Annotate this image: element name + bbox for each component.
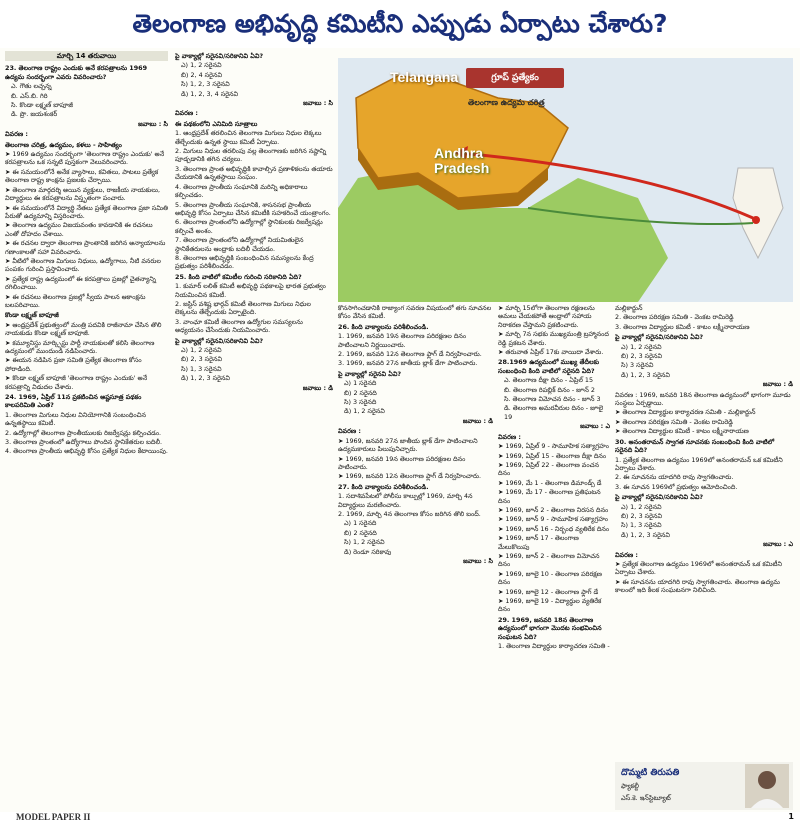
option: ఎ) 1, 2 సరైనవి xyxy=(621,502,662,511)
bullet: ➤ కొండా లక్ష్మణ్ బాపూజీ 'తెలంగాణ రాష్ట్రం ఎందుకు' అనే కరపత్రాన్ని విడుదల చేశారు. xyxy=(5,374,148,391)
statement: 1. తెలంగాణ విద్యార్థుల కార్యాచరణ సమితి - xyxy=(498,642,610,651)
bullet: ➤ తెలంగాణ పరిరక్షణ సమితి - వెంకట రామిరెడ్డి xyxy=(615,417,733,426)
option: బి. తెలంగాణ రిపబ్లిక్ దినం - జూన్ 2 xyxy=(504,385,595,394)
statement: 3. 1969, జనవరి 27న జాతీయ బ్లాక్ డేగా పాటించారు. xyxy=(338,359,478,368)
bullet: ➤ ఈ రచనలు తెలంగాణ ప్రజల్లో స్వీయ పాలన ఆకాంక్షను బలపరిచాయి. xyxy=(5,292,146,309)
point: 4. తెలంగాణ ప్రాంతీయ సంఘానికి మరిన్ని అధికారాలు కల్పించడం. xyxy=(175,182,308,200)
statement: 2. ఈ సూచనను యాదగిరి రావు స్వాగతించారు. xyxy=(615,473,734,482)
option: డి) 1, 2, 3, 4 సరైనవి xyxy=(181,89,239,98)
option: సి. కొండా లక్ష్మణ్ బాపూజీ xyxy=(11,101,73,110)
label-andhra: Andhra Pradesh xyxy=(434,145,490,176)
option: సి) 3 సరైనది xyxy=(344,398,377,407)
statement: 1. 1969, జనవరి 19న తెలంగాణ పరిరక్షణల దినం పాటించాలని నిర్ణయించారు. xyxy=(338,332,467,349)
point: 1. ఆంధ్రప్రదేశ్ తరలించిన తెలంగాణ మిగులు నిధుల లెక్కలు తేల్చేందుకు ఉన్నత స్థాయి కమిటీ ఏర్పాటు. xyxy=(175,129,322,146)
answer: జవాబు : డి xyxy=(462,416,493,425)
label-telangana: Telangana xyxy=(390,69,459,85)
avatar xyxy=(745,764,789,808)
page-headline: తెలంగాణ అభివృద్ధి కమిటీని ఎప్పుడు ఏర్పాటు చేశారు? xyxy=(0,0,800,48)
option: ఎ. తెలంగాణ దీక్షా దినం - ఏప్రిల్ 15 xyxy=(504,376,594,385)
question-28: 28.1969 ఉద్యమంలో ముఖ్య తేదీలకు సంబంధించి కింది వాటిలో సరైనది ఏది? xyxy=(498,358,600,375)
timeline-item: ➤ 1969, జూన్ 16 - నిర్బంధ వ్యతిరేక దినం xyxy=(498,524,610,533)
timeline-item: ➤ 1969, ఏప్రిల్ 15 - తెలంగాణ దీక్షా దినం xyxy=(498,451,607,460)
statement: 2. తెలంగాణ పరిరక్షణ సమితి - వెంకట రామిరెడ్డి xyxy=(615,313,734,322)
option: డి) 1, 2, 3 సరైనవి xyxy=(621,370,670,379)
statement: 3. వాంఛూ కమిటీ తెలంగాణ ఉద్యోగుల సమస్యలను అధ్యయనం చేసేందుకు నియమించారు. xyxy=(175,317,303,335)
column-3 xyxy=(338,304,493,810)
bullet: ➤ మార్చి 15లోగా తెలంగాణ రక్షణలను అమలు చేయకపోతే ఆంధ్రాలో సహాయ నిరాకరణ చేస్తామని ప్రకటించారు. xyxy=(498,304,595,329)
author-affiliation: ఎస్.కె. ఇన్‌స్టిట్యూట్ xyxy=(621,794,671,802)
question-head: పై వాక్యాల్లో సరైనవి/సరికానివి ఏవి? xyxy=(615,333,704,342)
bullet: ➤ ప్రత్యేక తెలంగాణ ఉద్యమం 1969లో అనంతరామన్ ఒక కమిటీని ఏర్పాటు చేశారు. xyxy=(615,559,782,577)
explain-label: వివరణ : xyxy=(338,427,361,436)
question-head: పై వాక్యాల్లో సరైనవి/సరికానివి ఏవి? xyxy=(175,52,264,60)
answer: జవాబు : సి xyxy=(138,119,168,128)
bullet: ➤ 1969, జనవరి 12న తెలంగాణ ఫ్లాగ్ డే నిర్వహించారు. xyxy=(338,472,481,481)
person-icon xyxy=(745,764,789,808)
article-body xyxy=(5,50,795,812)
statement: 2. 1969, జనవరి 12న తెలంగాణ ఫ్లాగ్ డే నిర్వహించారు. xyxy=(338,350,482,359)
option: ఎ) 1, 2 సరైనవి xyxy=(181,346,222,354)
timeline-item: ➤ 1969, జూన్ 17 - తెలంగాణ మేలుకొలుపు xyxy=(498,534,579,551)
statement: 1. ప్రత్యేక తెలంగాణ ఉద్యమం 1969లో అనంతరామన్ ఒక కమిటీని ఏర్పాటు చేశారు. xyxy=(615,455,783,472)
question-30: 30. అనంతరామన్ స్వాగత సూచనకు సంబంధించి కింది వాటిలో సరైనది ఏది? xyxy=(615,437,775,455)
option: సి) 1, 2 సరైనవి xyxy=(344,538,385,547)
option: బి) 2 సరైనది xyxy=(344,528,377,537)
timeline-item: ➤ 1969, జూన్ 2 - తెలంగాణ విమోచన దినం xyxy=(498,551,600,569)
question-23: 23. తెలంగాణ రాష్ట్రం ఎందుకు అనే కరపత్రాలను 1969 ఉద్యమ సందర్భంగా ఎవరు వివరించారు? xyxy=(5,64,148,81)
bullet: ➤ ఈ సూచనను యాదగిరి రావు స్వాగతించారు. తెలంగాణ ఉద్యమ కాలంలో ఇది కీలక సంఘటనగా నిలిచింది. xyxy=(615,577,780,595)
bullet: ➤ తరువాత ఏప్రిల్ 17కు వాయిదా వేశారు. xyxy=(498,348,604,357)
option: బి. ఎస్.బి. గిరి xyxy=(11,91,48,100)
statement: 2. జస్టిస్ వశిష్ట భార్గవ్ కమిటీ తెలంగాణ మిగులు నిధుల లెక్కలను తేల్చేందుకు ఏర్పాటైంది. xyxy=(175,299,311,317)
question-head-2: పై వాక్యాల్లో సరైనవి/సరికానివి ఏవి? xyxy=(175,336,264,345)
statement: 2. 1969, మార్చి 4న తెలంగాణ కోసం జరిగిన తొలి బంద్. xyxy=(338,509,481,518)
answer: జవాబు : డి xyxy=(762,380,793,389)
bullet: ➤ ఆంధ్రప్రదేశ్ ప్రభుత్వంలో మంత్రి పదవికి రాజీనామా చేసిన తొలి నాయకుడు కొండా లక్ష్మణ్ బాపూజీ. xyxy=(5,320,162,338)
option: సి) 1, 3 సరైనవి xyxy=(621,521,662,530)
statement: 1. తెలంగాణ మిగులు నిధుల వినియోగానికి సంబంధించిన ఉన్నతస్థాయి కమిటీ. xyxy=(5,410,147,428)
option: డి) రెండూ సరికావు xyxy=(344,547,392,556)
option: సి. తెలంగాణ విమోచన దినం - జూన్ 3 xyxy=(504,395,601,404)
question-29: 29. 1969, జనవరి 18న తెలంగాణ ఉద్యమంలో భాగంగా మొదట సంభవించిన సంఘటన ఏది? xyxy=(498,615,602,641)
question-25: 25. కింది వాటిలో కమిటీల గురించి సరికానిది ఏది? xyxy=(175,272,302,281)
bullet: ➤ తెలంగాణ ఉద్యమం విజయవంతం కావడానికి ఈ రచనలు ఎంతో దోహదం చేశాయి. xyxy=(5,221,153,238)
question-24: 24. 1969, ఏప్రిల్ 11న ప్రకటించిన అష్టసూత్ర పథకం కాలపరిమితి ఎంత? xyxy=(5,393,142,410)
statement: 4. తెలంగాణ ప్రాంతీయ అభివృద్ధి కోసం ప్రత్యేక నిధుల కేటాయింపు. xyxy=(5,447,168,456)
timeline-item: ➤ 1969, జూన్ 2 - తెలంగాణ నిరసన దినం xyxy=(498,505,609,514)
bullet: ➤ వీటిలో తెలంగాణ మిగులు నిధులు, ఉద్యోగాలు, నీటి వనరుల పంపకం గురించి ప్రస్తావించారు. xyxy=(5,256,161,274)
option: ఎ) 1 సరైనది xyxy=(344,379,377,388)
question-26: 26. కింది వాక్యాలను పరిశీలించండి. xyxy=(338,322,429,331)
page-number: 1 xyxy=(788,812,794,821)
bullet: ➤ ఈ సమయంలోనే అనేక వ్యాసాలు, కవితలు, పాటలు ప్రత్యేక తెలంగాణ రాష్ట్ర కాంక్షను ప్రజలకు చేర్చాయి. xyxy=(5,167,159,185)
sub-heading: ఈ పథకంలోని ఎనిమిది సూత్రాలు xyxy=(175,119,258,128)
point: 8. తెలంగాణ అభివృద్ధికి సంబంధించిన సమస్యలను కేంద్ర ప్రభుత్వం పరిశీలించడం. xyxy=(175,253,314,271)
timeline-item: ➤ 1969, మే 17 - తెలంగాణ ప్రతిఘటన దినం xyxy=(498,488,601,505)
column-4 xyxy=(498,304,610,810)
bullet: ➤ ఈ సమయంలోనే విద్యార్థి నేతలు ప్రత్యేక తెలంగాణ ప్రజా సమితి పేరుతో ఉద్యమాన్ని విస్తరించారు. xyxy=(5,203,168,220)
explain-label: వివరణ : xyxy=(615,550,638,559)
bullet: ➤ కమ్యూనిస్టు మార్క్సిస్టు పార్టీ నాయకులతో కలిసి తెలంగాణ ఉద్యమంలో ముందుండి నడిపించారు. xyxy=(5,338,155,355)
topic-heading: తెలంగాణ చరిత్ర, ఉద్యమం, కళలు - సాహిత్యం xyxy=(5,140,122,149)
section-continued: మార్చి 14 తరువాయి xyxy=(5,51,168,61)
bullet: ➤ 1969, జనవరి 19న తెలంగాణ పరిరక్షణల దినం పాటించారు. xyxy=(338,454,466,471)
bullet: ➤ తెలంగాణ మార్గదర్శి అయిన వ్యక్తులు, రాజకీయ నాయకులు, విద్యార్థులు ఈ కరపత్రాలను విస్తృతంగా పంచారు. xyxy=(5,185,160,203)
point: 6. తెలంగాణ ప్రాంతంలోని ఉద్యోగాల్లో స్థానికులకు రిజర్వేషన్లు కల్పించే అంశం. xyxy=(175,218,323,235)
author-box xyxy=(615,762,793,810)
option: బి) 2, 3 సరైనవి xyxy=(181,355,222,364)
answer: జవాబు : సి xyxy=(463,556,493,565)
author-role: ఫ్యాకల్టీ xyxy=(621,782,639,790)
bullet: ➤ తెలంగాణ విద్యార్థుల కమిటీ - కాటం లక్ష్మీనారాయణ xyxy=(615,427,749,436)
statement: 3. తెలంగాణ విద్యార్థుల కమిటీ - కాటం లక్ష్మీనారాయణ xyxy=(615,322,750,331)
option: ఎ. గౌతు లచ్చన్న xyxy=(11,82,52,91)
point: 5. తెలంగాణ ప్రాంతీయ సంఘానికి, శాసనసభ ప్రాంతీయ అభివృద్ధి కోసం ఏర్పాటు చేసిన కమిటీకి సహకరించే యంత్రాంగం. xyxy=(175,200,331,217)
point: 3. తెలంగాణ ప్రాంత అభివృద్ధికి కావాల్సిన ప్రణాళికలను తయారు చేయడానికి ఉన్నతస్థాయి సంఘం. xyxy=(175,164,333,182)
statement: 1. కుమార్ లలిత్ కమిటీ అభివృద్ధి పథకాలపై భారత ప్రభుత్వం నియమించిన కమిటీ. xyxy=(175,282,326,299)
column-5 xyxy=(615,304,793,810)
option: డి) 1, 2, 3 సరైనవి xyxy=(181,374,230,383)
column-2 xyxy=(175,50,333,810)
option: సి) 1, 3 సరైనవి xyxy=(181,364,222,373)
question-head-2: పై వాక్యాల్లో సరైనవి/సరికానివి ఏవి? xyxy=(615,493,704,502)
intro-text: కొనసాగించడానికి రాజ్యాంగ సవరణ విషయంలో తగు సూచనల కోసం వేసిన కమిటీ. xyxy=(338,304,492,321)
column-1 xyxy=(5,50,168,810)
option: డి. ప్రొ. జయశంకర్ xyxy=(11,110,58,119)
statement: 3. తెలంగాణ ప్రాంతంలో ఉద్యోగాలు పొందిన స్థానికేతరుల బదిలీ. xyxy=(5,438,163,447)
bullet: ➤ ఈయన నడిపిన ప్రజా సమితి ప్రత్యేక తెలంగాణ కోసం పోరాడింది. xyxy=(5,356,142,373)
option: బి) 2, 4 సరైనవి xyxy=(181,70,222,79)
timeline-item: ➤ 1969, ఏప్రిల్ 9 - సామూహిక సత్యాగ్రహం xyxy=(498,442,609,451)
bullet: ➤ మార్చి 7న సభకు ముఖ్యమంత్రి బ్రహ్మానంద రెడ్డి ప్రకటన చేశారు. xyxy=(498,330,609,347)
option: ఎ) 1, 2 సరైనవి xyxy=(621,342,662,351)
page-footer xyxy=(0,812,800,825)
timeline-item: ➤ 1969, జూలై 19 - విద్యార్థుల వ్యతిరేక దినం xyxy=(498,597,602,614)
timeline-item: ➤ 1969, జూలై 10 - తెలంగాణ పరిరక్షణ దినం xyxy=(498,569,602,587)
telangana-map-graphic xyxy=(338,58,793,302)
option: డి. తెలంగాణ అమరవీరుల దినం - జూలై 19 xyxy=(504,404,604,421)
option: సి) 1, 2, 3 సరైనవి xyxy=(181,80,230,89)
bullet: ➤ ఈ రచనల ద్వారా తెలంగాణ ప్రాంతానికి జరిగిన అన్యాయాలను గణాంకాలతో సహా వివరించారు. xyxy=(5,239,166,256)
option: ఎ) 1, 2 సరైనవి xyxy=(181,61,222,70)
option: సి) 3 సరైనవి xyxy=(621,361,654,370)
explain-label: వివరణ : xyxy=(175,109,198,118)
option: డి) 1, 2, 3 సరైనవి xyxy=(621,530,670,539)
map-illustration xyxy=(338,58,793,302)
question-27: 27. కింది వాక్యాలను పరిశీలించండి. xyxy=(338,482,429,491)
footer-label: MODEL PAPER II xyxy=(16,812,91,822)
answer: జవాబు : సి xyxy=(303,99,333,108)
timeline-item: ➤ 1969, జూన్ 9 - సామూహిక సత్యాగ్రహం xyxy=(498,515,608,524)
explain-label: వివరణ : xyxy=(498,432,521,441)
badge-subtitle: తెలంగాణ ఉద్యమ చరిత్ర xyxy=(468,98,545,107)
option: బి) 2 సరైనది xyxy=(344,388,377,397)
bullet: ➤ 1969, జనవరి 27న జాతీయ బ్లాక్ డేగా పాటించాలని ఉద్యమకారులు పిలుపునిచ్చారు. xyxy=(338,436,478,454)
bullet: ➤ ప్రత్యేక రాష్ట్ర ఉద్యమంలో ఈ కరపత్రాలు ప్రజల్లో చైతన్యాన్ని రగిలించాయి. xyxy=(5,274,156,292)
statement: మల్లికార్జున్ xyxy=(615,304,643,312)
timeline-item: ➤ 1969, జూలై 12 - తెలంగాణ ఫ్లాగ్ డే xyxy=(498,587,599,596)
answer: జవాబు : డి xyxy=(302,383,333,392)
point: 2. మిగులు నిధుల తరలింపు వల్ల తెలంగాణకు జరిగిన నష్టాన్ని పూడ్చడానికి తగిన చర్యలు. xyxy=(175,147,327,164)
answer: జవాబు : ఎ xyxy=(763,540,793,549)
option: ఎ) 1 సరైనది xyxy=(344,519,377,528)
topic-heading-2: కొండా లక్ష్మణ్ బాపూజీ xyxy=(5,311,59,320)
bullet: ➤ తెలంగాణ విద్యార్థుల కార్యాచరణ సమితి - మల్లికార్జున్ xyxy=(615,408,756,417)
statement: 1. సదాశివపేటలో పోలీసు కాల్పుల్లో 1969, మార్చి 4న విద్యార్థులు మరణించారు. xyxy=(338,492,473,509)
timeline-item: ➤ 1969, మే 1 - తెలంగాణ డిమాండ్స్ డే xyxy=(498,478,602,487)
option: బి) 2, 3 సరైనవి xyxy=(621,352,662,361)
statement: 3. ఈ సూచన 1969లో ప్రభుత్వం ఆమోదించింది. xyxy=(615,482,738,491)
explain-label: వివరణ : xyxy=(5,130,28,139)
explanation: వివరణ : 1969, జనవరి 18న తెలంగాణ ఉద్యమంలో భాగంగా మూడు సంస్థలు ఏర్పడ్డాయి. xyxy=(615,390,791,408)
statement: 2. ఉద్యోగాల్లో తెలంగాణ ప్రాంతీయులకు రిజర్వేషన్లు కల్పించడం. xyxy=(5,428,162,437)
timeline-item: ➤ 1969, ఏప్రిల్ 22 - తెలంగాణ వంచన దినం xyxy=(498,460,599,478)
answer: జవాబు : ఎ xyxy=(580,422,610,431)
bullet: ➤ 1969 ఉద్యమం సందర్భంగా 'తెలంగాణ రాష్ట్రం ఎందుకు' అనే కరపత్రాలను ఒక సన్నటి పుస్తకంగా వెలువరించారు. xyxy=(5,150,165,167)
author-name: దొమ్మటి తిరుపతి xyxy=(621,768,680,778)
question-head: పై వాక్యాల్లో సరైనవి ఏవి? xyxy=(338,369,402,378)
option: బి) 2, 3 సరైనవి xyxy=(621,511,662,520)
option: డి) 1, 2 సరైనవి xyxy=(344,407,385,416)
group-special-badge: గ్రూప్ ప్రత్యేకం xyxy=(466,68,564,88)
point: 7. తెలంగాణ ప్రాంతంలోని ఉద్యోగాల్లో నియమితులైన స్థానికేతరులను ఆంధ్రాకు బదిలీ చేయడం. xyxy=(175,236,304,253)
